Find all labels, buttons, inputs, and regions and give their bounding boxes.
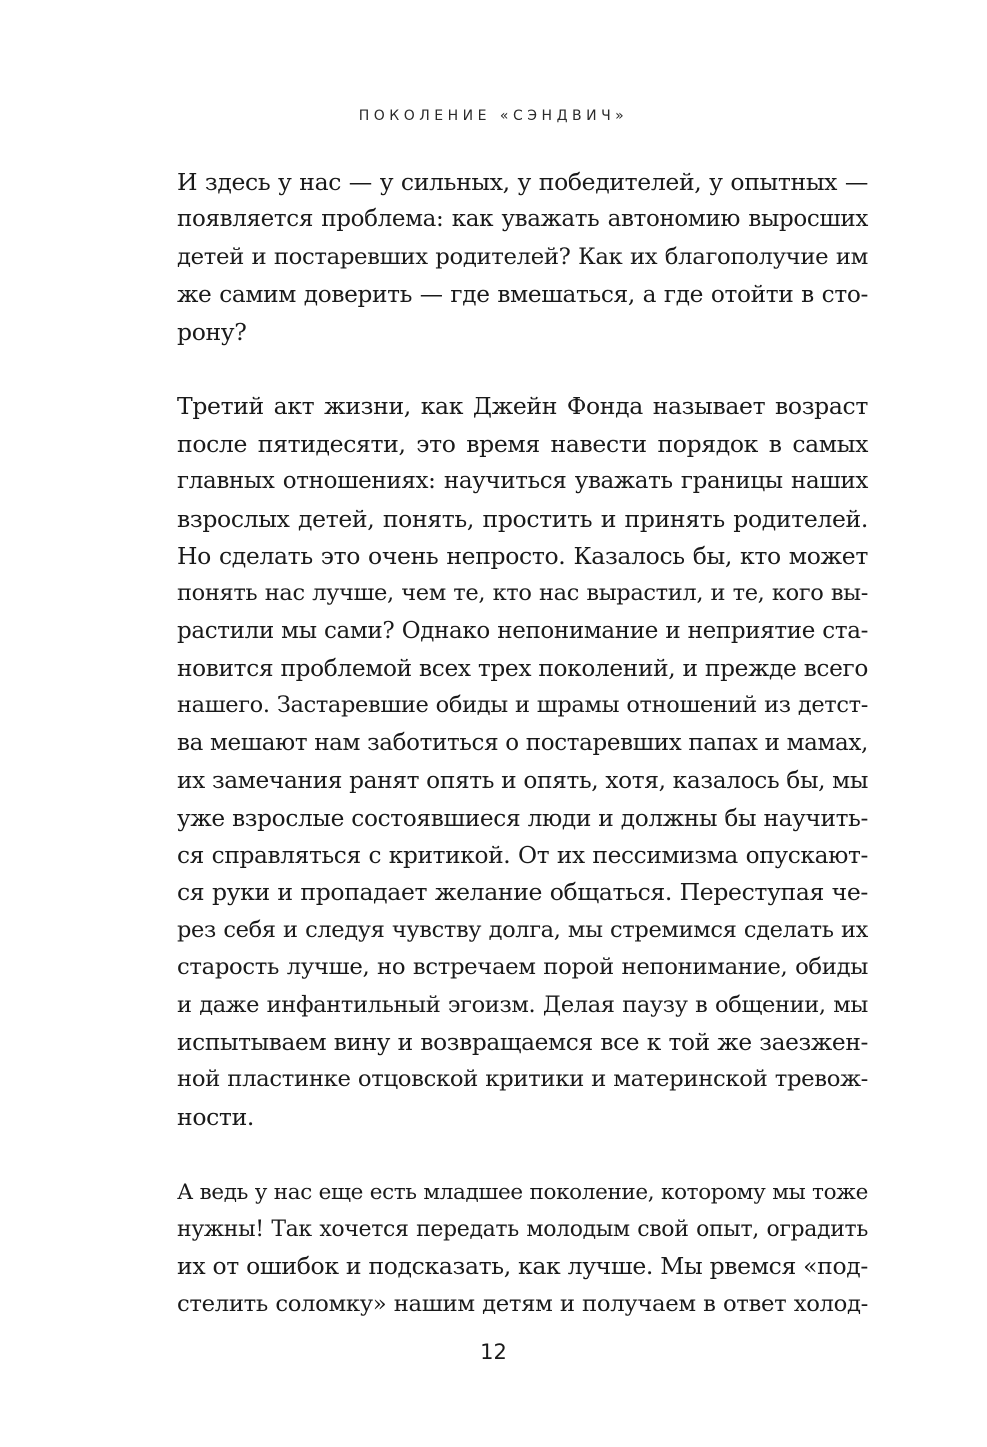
text-line: после пятидесяти, это время навести порядок в самых <box>177 429 868 458</box>
text-line: старость лучше, но встречаем порой непонимание, обиды <box>177 954 868 981</box>
text-line: ся справляться с критикой. От их пессимизма опускают- <box>177 842 868 870</box>
text-line: главных отношениях: научиться уважать границы наших <box>177 468 868 495</box>
paragraph <box>177 164 868 351</box>
text-line: уже взрослые состоявшиеся люди и должны бы научить- <box>177 804 868 832</box>
paragraph-gap <box>177 351 868 388</box>
text-line: же самим доверить — где вмешаться, а где отойти в сто- <box>177 281 868 309</box>
text-line: их от ошибок и подсказать, как лучше. Мы рвемся «под- <box>177 1252 868 1281</box>
text-line: появляется проблема: как уважать автономию выросших <box>177 206 868 233</box>
page-number: 12 <box>480 1340 507 1364</box>
paragraph <box>177 388 868 1136</box>
text-line: их замечания ранят опять и опять, хотя, казалось бы, мы <box>177 767 869 795</box>
text-line: растили мы сами? Однако непонимание и неприятие ста- <box>177 617 868 644</box>
text-line: Третий акт жизни, как Джейн Фонда называет возраст <box>177 392 868 421</box>
text-line: понять нас лучше, чем те, кто нас вырастил, и те, кого вы- <box>177 580 868 607</box>
text-line: ва мешают нам заботиться о постаревших папах и мамах, <box>177 729 868 756</box>
text-line: испытываем вину и возвращаемся все к той же заезжен- <box>177 1028 868 1056</box>
text-line: Но сделать это очень непросто. Казалось бы, кто может <box>177 541 868 570</box>
text-line: новится проблемой всех трех поколений, и прежде всего <box>177 655 868 683</box>
paragraph-gap <box>177 1136 868 1173</box>
text-line: стелить соломку» нашим детям и получаем в ответ холод- <box>177 1290 868 1317</box>
running-header: ПОКОЛЕНИЕ «СЭНДВИЧ» <box>358 108 629 124</box>
paragraph <box>177 1174 868 1324</box>
text-line: нужны! Так хочется передать молодым свой опыт, оградить <box>177 1216 868 1242</box>
body-text <box>177 164 868 1323</box>
text-line: детей и постаревших родителей? Как их благополучие им <box>177 243 868 270</box>
text-line: А ведь у нас еще есть младшее поколение, которому мы тоже <box>177 1179 868 1205</box>
text-line: рез себя и следуя чувству долга, мы стремимся сделать их <box>177 916 868 943</box>
text-line: и даже инфантильный эгоизм. Делая паузу в общении, мы <box>177 991 868 1018</box>
text-line: рону? <box>177 317 247 346</box>
text-line: ся руки и пропадает желание общаться. Переступая че- <box>177 878 868 907</box>
text-line: И здесь у нас — у сильных, у победителей, у опытных — <box>177 168 868 196</box>
text-line: нашего. Застаревшие обиды и шрамы отношений из детст- <box>177 692 868 719</box>
text-line: взрослых детей, понять, простить и принять родителей. <box>177 504 868 533</box>
text-line: ности. <box>177 1102 255 1131</box>
text-line: ной пластинке отцовской критики и материнской тревож- <box>177 1066 868 1093</box>
